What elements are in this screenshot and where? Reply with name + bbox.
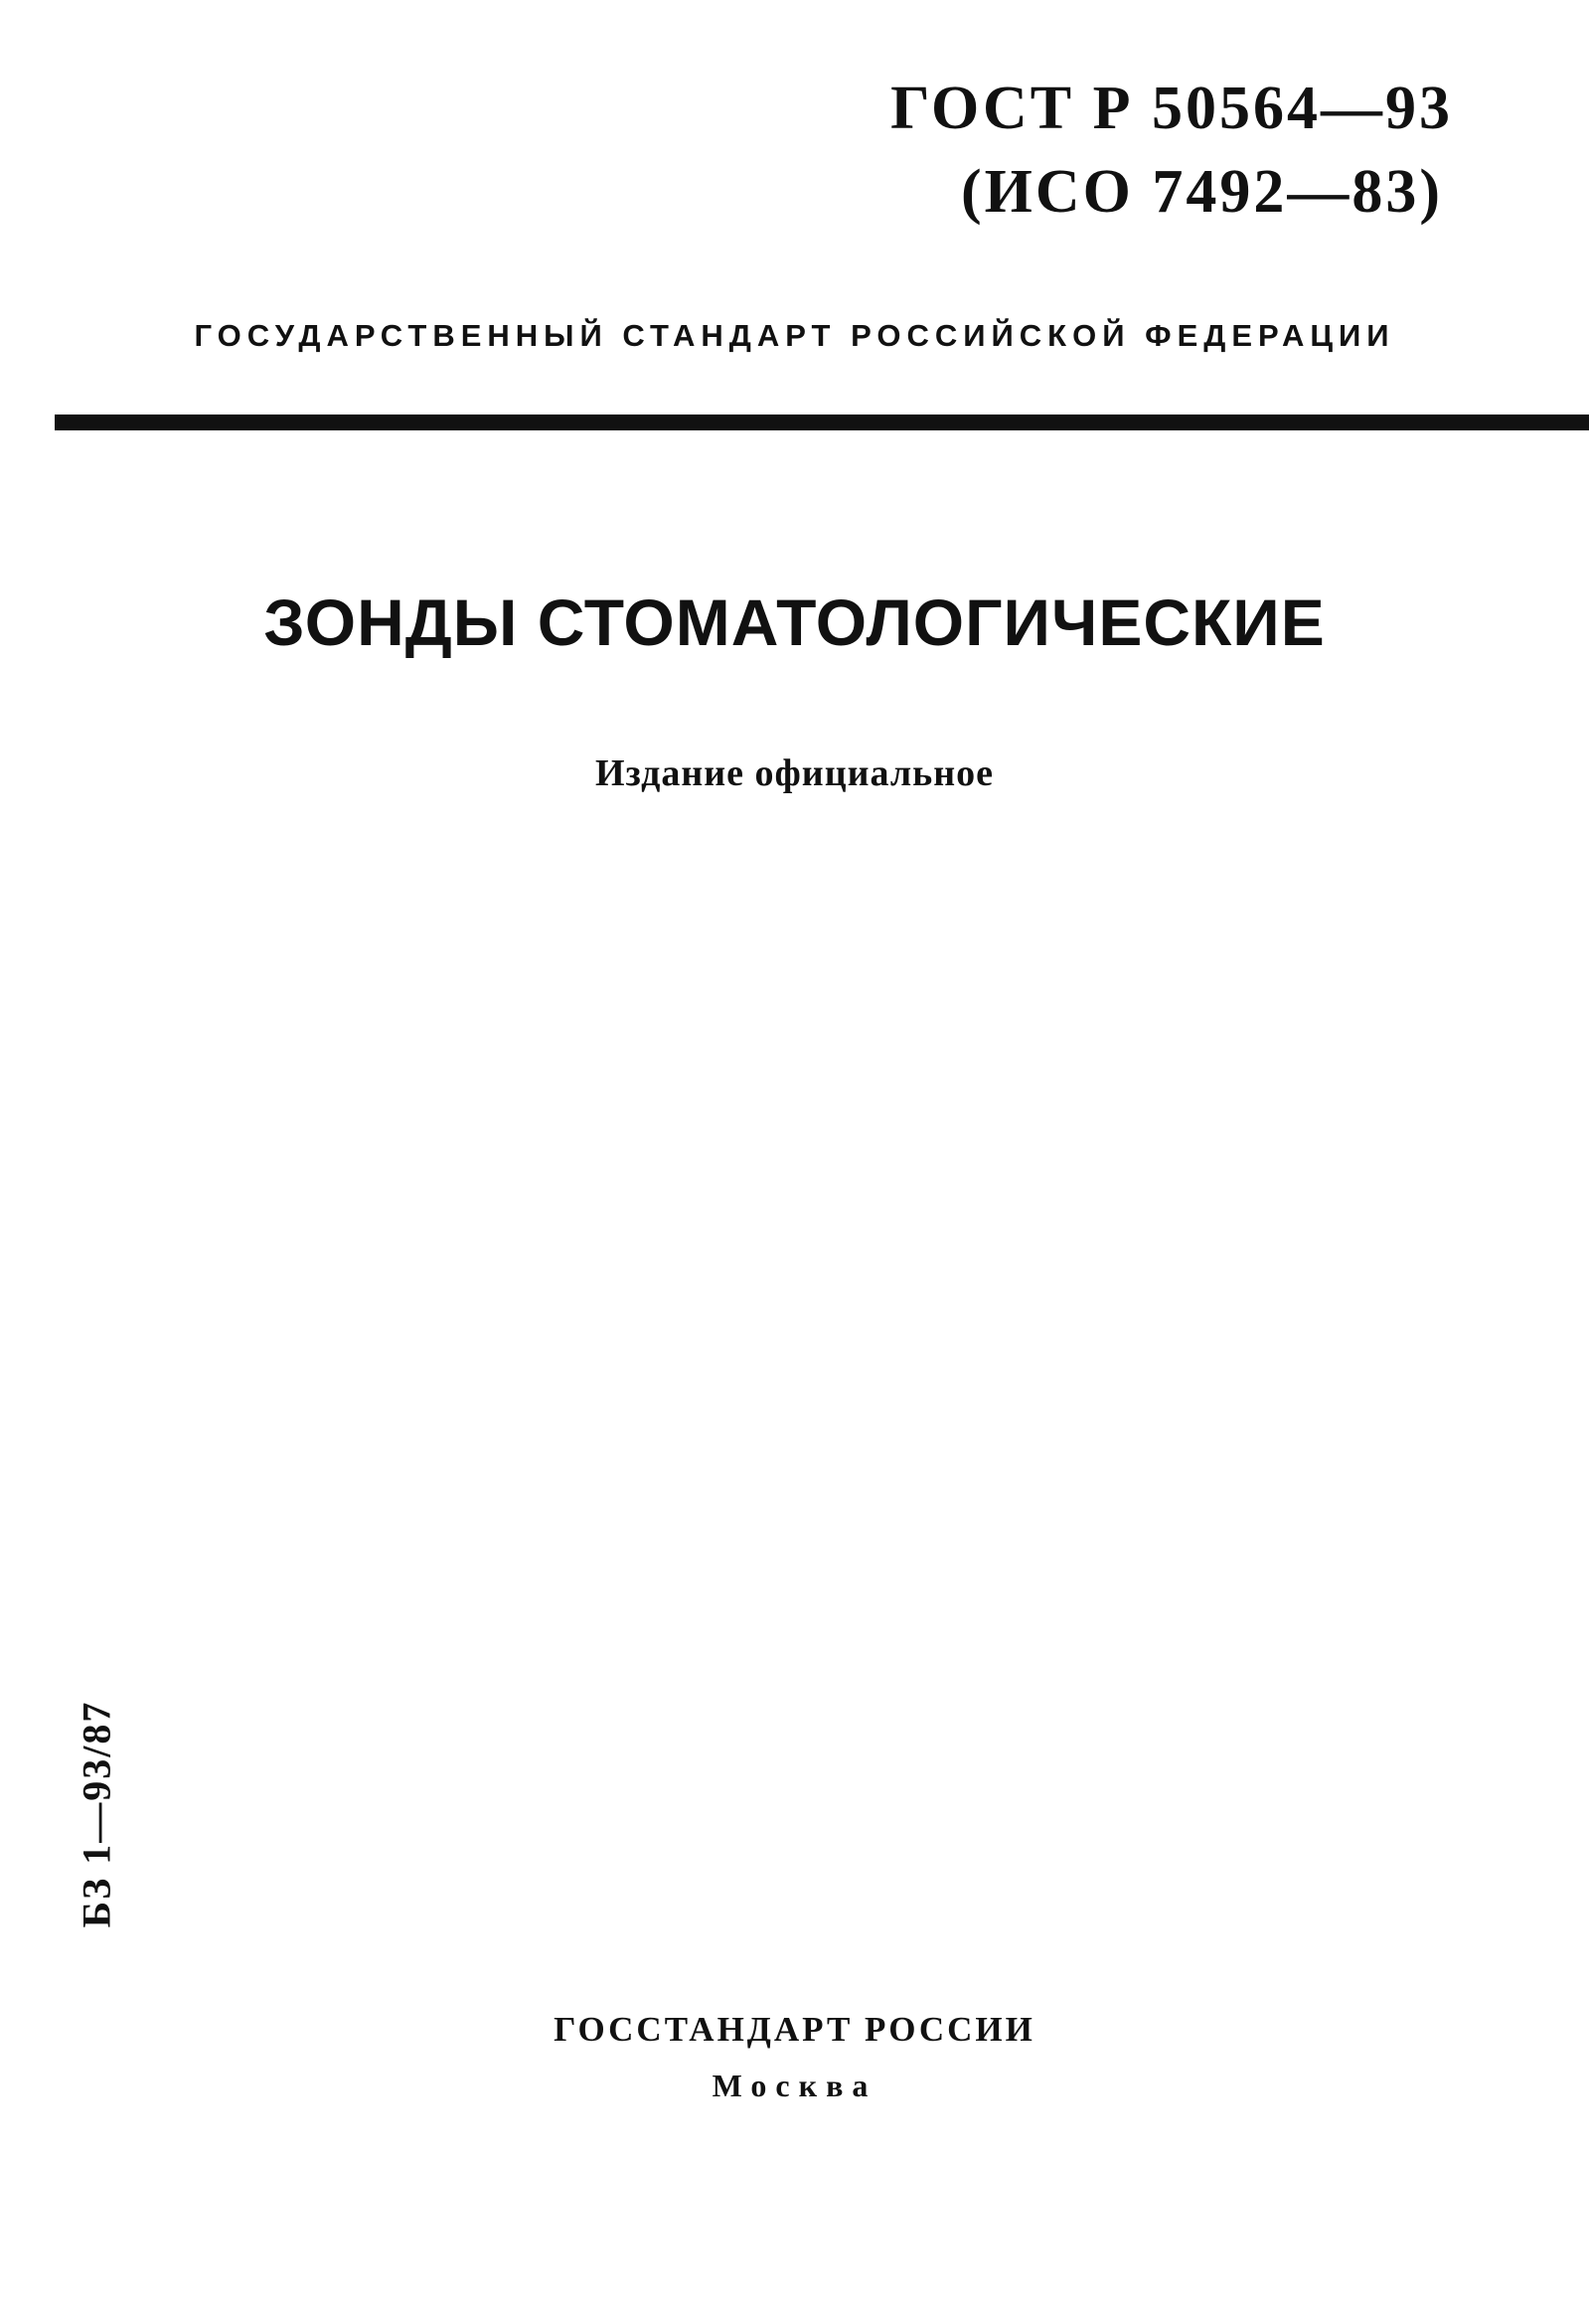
header-divider (55, 415, 1589, 430)
standard-designation (890, 75, 1453, 226)
gost-number: ГОСТ Р 50564—93 (890, 75, 1453, 142)
state-standard-heading: ГОСУДАРСТВЕННЫЙ СТАНДАРТ РОССИЙСКОЙ ФЕДЕРАЦИИ (194, 318, 1395, 353)
publisher-name: ГОССТАНДАРТ РОССИИ (554, 2010, 1035, 2049)
document-title: ЗОНДЫ СТОМАТОЛОГИЧЕСКИЕ (263, 585, 1326, 659)
publisher-city: Москва (712, 2068, 877, 2103)
edition-note: Издание официальное (594, 752, 994, 794)
side-catalog-code: БЗ 1—93/87 (74, 1700, 119, 1928)
iso-number: (ИСО 7492—83) (960, 158, 1443, 226)
